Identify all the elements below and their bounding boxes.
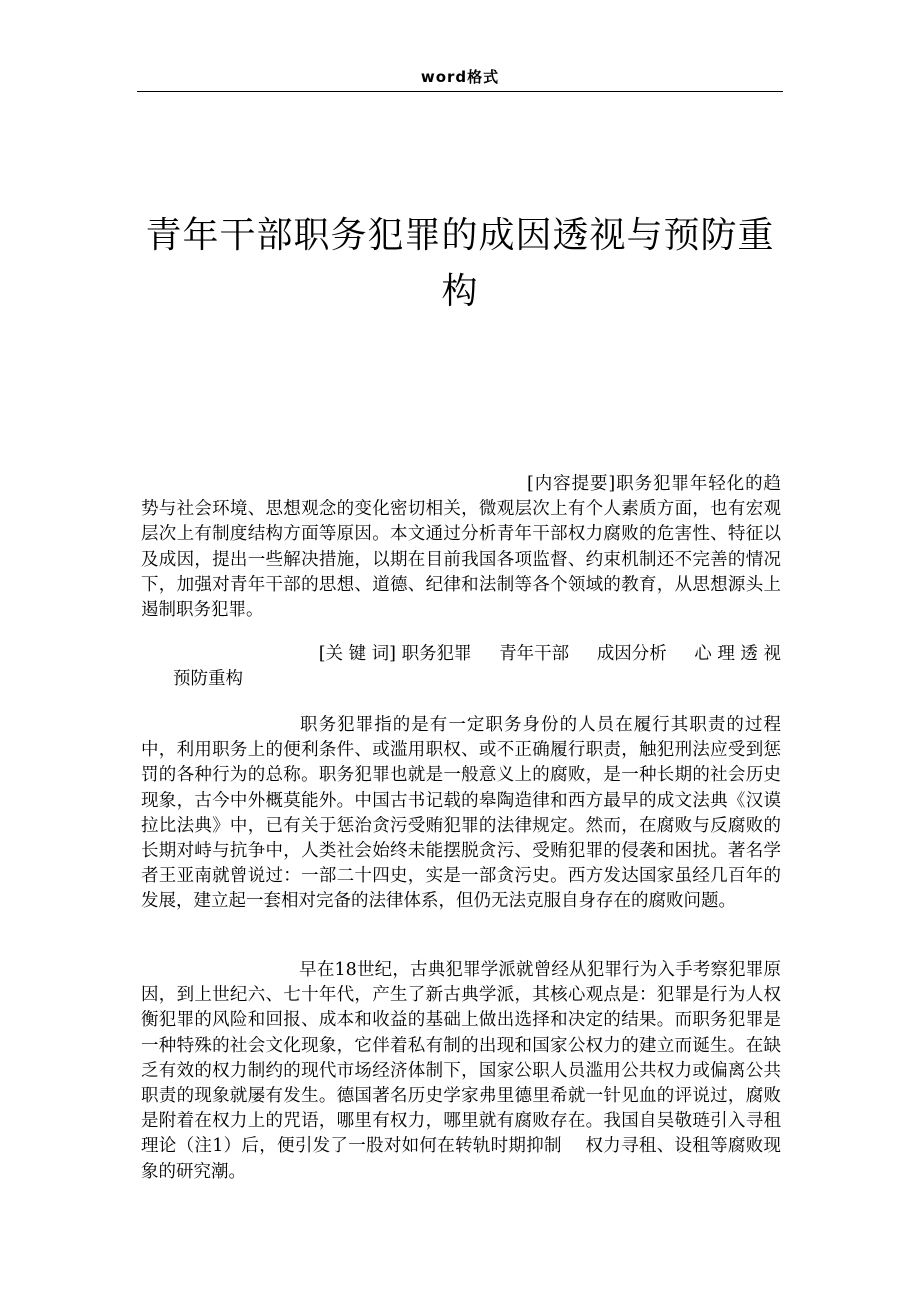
keyword-item: 职务犯罪 bbox=[401, 644, 472, 664]
header-divider bbox=[137, 91, 783, 92]
keyword-item: 青年干部 bbox=[499, 644, 570, 664]
paragraph-text: 早在18世纪，古典犯罪学派就曾经从犯罪行为入手考察犯罪原因，到上世纪六、七十年代，产生了新古典学派，其核心观点是：犯罪是行为人权衡犯罪的风险和回报、成本和收益的基础上做出选择和决定的结果。而职务犯罪是一种特殊的社会文化现象，它伴着私有制的出现和国家公权力的建立而诞生。在缺乏有效的权力制约的现代市场经济体制下，国家公职人员滥用公共权力或偏离公共职责的现象就屡有发生。德国著名历史学家弗里德里希就一针见血的评说过，腐败是附着在权力上的咒语，哪里有权力，哪里就有腐败存在。我国自吴敬琏引入寻租理论（注1）后，便引发了一股对如何在转轨时期抑制 权力寻租、设租等腐败现象的研究潮。 bbox=[141, 960, 781, 1182]
document-title bbox=[137, 208, 783, 320]
abstract-label: [内容提要] bbox=[527, 474, 616, 494]
body-paragraph-2 bbox=[141, 958, 781, 1185]
abstract-section bbox=[141, 472, 781, 623]
keywords-section bbox=[141, 642, 781, 692]
page-header: word格式 bbox=[420, 68, 500, 86]
paragraph-text: 职务犯罪指的是有一定职务身份的人员在履行其职责的过程中，利用职务上的便利条件、或滥用职权、或不正确履行职责，触犯刑法应受到惩罚的各种行为的总称。职务犯罪也就是一般意义上的腐败，是一种长期的社会历史现象，古今中外概莫能外。中国古书记载的皋陶造律和西方最早的成文法典《汉谟拉比法典》中，已有关于惩治贪污受贿犯罪的法律规定。然而，在腐败与反腐败的长期对峙与抗争中，人类社会始终未能摆脱贪污、受贿犯罪的侵袭和困扰。著名学者王亚南就曾说过：一部二十四史，实是一部贪污史。西方发达国家虽经几百年的发展，建立起一套相对完备的法律体系，但仍无法克服自身存在的腐败问题。 bbox=[141, 715, 781, 912]
abstract-text: 职务犯罪年轻化的趋势与社会环境、思想观念的变化密切相关，微观层次上有个人素质方面，也有宏观层次上有制度结构方面等原因。本文通过分析青年干部权力腐败的危害性、特征以及成因，提出一些解决措施，以期在目前我国各项监督、约束机制还不完善的情况下，加强对青年干部的思想、道德、纪律和法制等各个领域的教育，从思想源头上遏制职务犯罪。 bbox=[141, 474, 782, 621]
keywords-label: [关 键 词] bbox=[318, 644, 396, 664]
keyword-item-last: 预防重构 bbox=[173, 669, 243, 690]
keyword-item: 心 理 透 视 bbox=[694, 644, 781, 664]
keyword-item: 成因分析 bbox=[596, 644, 667, 664]
title-line-2: 构 bbox=[441, 271, 479, 312]
body-paragraph-1 bbox=[141, 713, 781, 915]
title-line-1: 青年干部职务犯罪的成因透视与预防重 bbox=[145, 215, 775, 256]
